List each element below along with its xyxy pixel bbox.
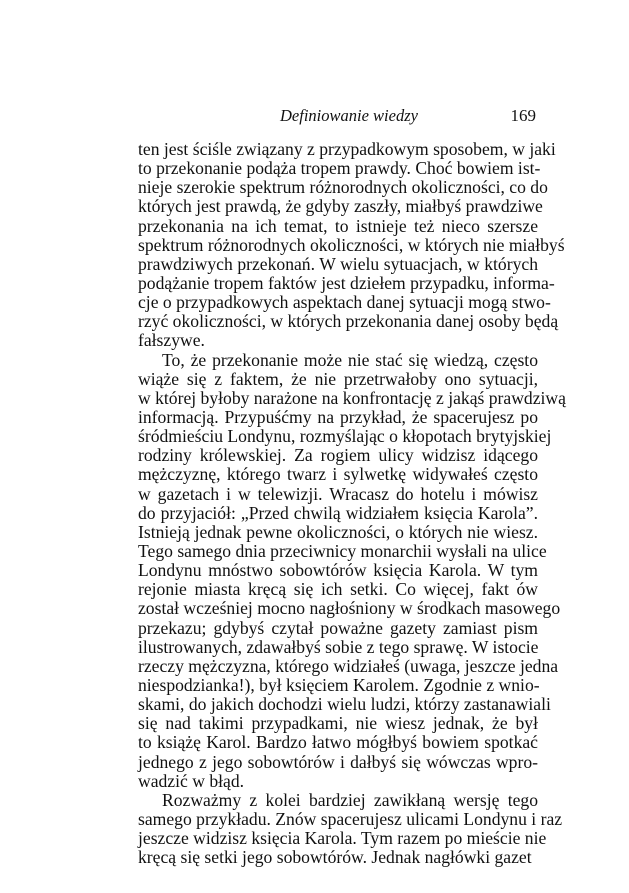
text-line: rejonie miasta kręcą się ich setki. Co więcej, fakt ów xyxy=(138,579,538,600)
text-line: rodziny królewskiej. Za rogiem ulicy widzisz idącego xyxy=(138,445,538,466)
text-line: wadzić w błąd. xyxy=(138,770,245,791)
text-line: został wcześniej mocno nagłośniony w środkach masowego xyxy=(138,598,561,619)
text-line: jednego z jego sobowtórów i dałbyś się wówczas wpro- xyxy=(138,751,538,772)
text-line: rzyć okoliczności, w których przekonania danej osoby będą xyxy=(138,311,559,332)
running-head xyxy=(138,106,538,130)
text-line: prawdziwych przekonań. W wielu sytuacjach, w których xyxy=(138,253,538,274)
text-line: to książę Karol. Bardzo łatwo mógłbyś bowiem spotkać xyxy=(138,732,538,753)
text-line: cje o przypadkowych aspektach danej sytuacji mogą stwo- xyxy=(138,292,551,313)
text-line: w której byłoby narażone na konfrontację z jakąś prawdziwą xyxy=(138,387,566,408)
paragraph xyxy=(138,139,565,351)
text-line: to przekonanie podąża tropem prawdy. Choć bowiem ist- xyxy=(138,158,541,179)
text-line: kręcą się setki jego sobowtórów. Jednak nagłówki gazet xyxy=(138,847,532,868)
text-line: jeszcze widzisz księcia Karola. Tym razem po mieście nie xyxy=(138,828,547,849)
text-line: w gazetach i w telewizji. Wracasz do hotelu i mówisz xyxy=(138,483,538,504)
text-line: rzeczy mężczyzna, którego widziałeś (uwaga, jeszcze jedna xyxy=(138,655,559,676)
paragraph xyxy=(138,789,563,868)
text-line: To, że przekonanie może nie stać się wiedzą, często xyxy=(162,349,538,370)
body-text xyxy=(138,139,566,868)
text-line: ten jest ściśle związany z przypadkowym sposobem, w jaki xyxy=(138,139,556,159)
text-line: których jest prawdą, że gdyby zaszły, miałbyś prawdziwe xyxy=(138,196,543,217)
text-line: podążanie tropem faktów jest dziełem przypadku, informa- xyxy=(138,272,555,293)
text-line: spektrum różnorodnych okoliczności, w których nie miałbyś xyxy=(138,234,565,255)
text-line: Rozważmy z kolei bardziej zawikłaną wersję tego xyxy=(162,789,538,810)
text-line: Tego samego dnia przeciwnicy monarchii wysłali na ulice xyxy=(138,540,547,561)
text-line: do przyjaciół: „Przed chwilą widziałem księcia Karola”. xyxy=(138,502,538,523)
text-line: ilustrowanych, zdawałbyś sobie z tego sprawę. W istocie xyxy=(138,636,539,657)
text-line: Londynu mnóstwo sobowtórów księcia Karola. W tym xyxy=(138,560,538,581)
text-line: śródmieściu Londynu, rozmyślając o kłopotach brytyjskiej xyxy=(138,426,552,447)
text-line: mężczyznę, którego twarz i sylwetkę widywałeś często xyxy=(138,464,538,485)
text-line: informacją. Przypuśćmy na przykład, że spacerujesz po xyxy=(138,406,538,427)
text-line: samego przykładu. Znów spacerujesz ulicami Londynu i raz xyxy=(138,808,563,829)
text-line: przekonania na ich temat, to istnieje też nieco szersze xyxy=(138,215,538,236)
page-number: 169 xyxy=(510,106,536,125)
text-line: niespodzianka!), był księciem Karolem. Zgodnie z wnio- xyxy=(138,674,540,695)
text-line: wiąże się z faktem, że nie przetrwałoby ono sytuacji, xyxy=(138,368,538,389)
text-line: przekazu; gdybyś czytał poważne gazety zamiast pism xyxy=(138,617,538,638)
text-line: się nad takimi przypadkami, nie wiesz jednak, że był xyxy=(138,713,538,734)
text-line: skami, do jakich dochodzi wielu ludzi, którzy zastanawiali xyxy=(138,694,551,715)
paragraph xyxy=(138,349,566,791)
running-title: Definiowanie wiedzy xyxy=(280,106,418,125)
text-line: fałszywe. xyxy=(138,330,205,351)
text-line: Istnieją jednak pewne okoliczności, o których nie wiesz. xyxy=(138,521,538,542)
text-line: nieje szerokie spektrum różnorodnych okoliczności, co do xyxy=(138,177,548,198)
